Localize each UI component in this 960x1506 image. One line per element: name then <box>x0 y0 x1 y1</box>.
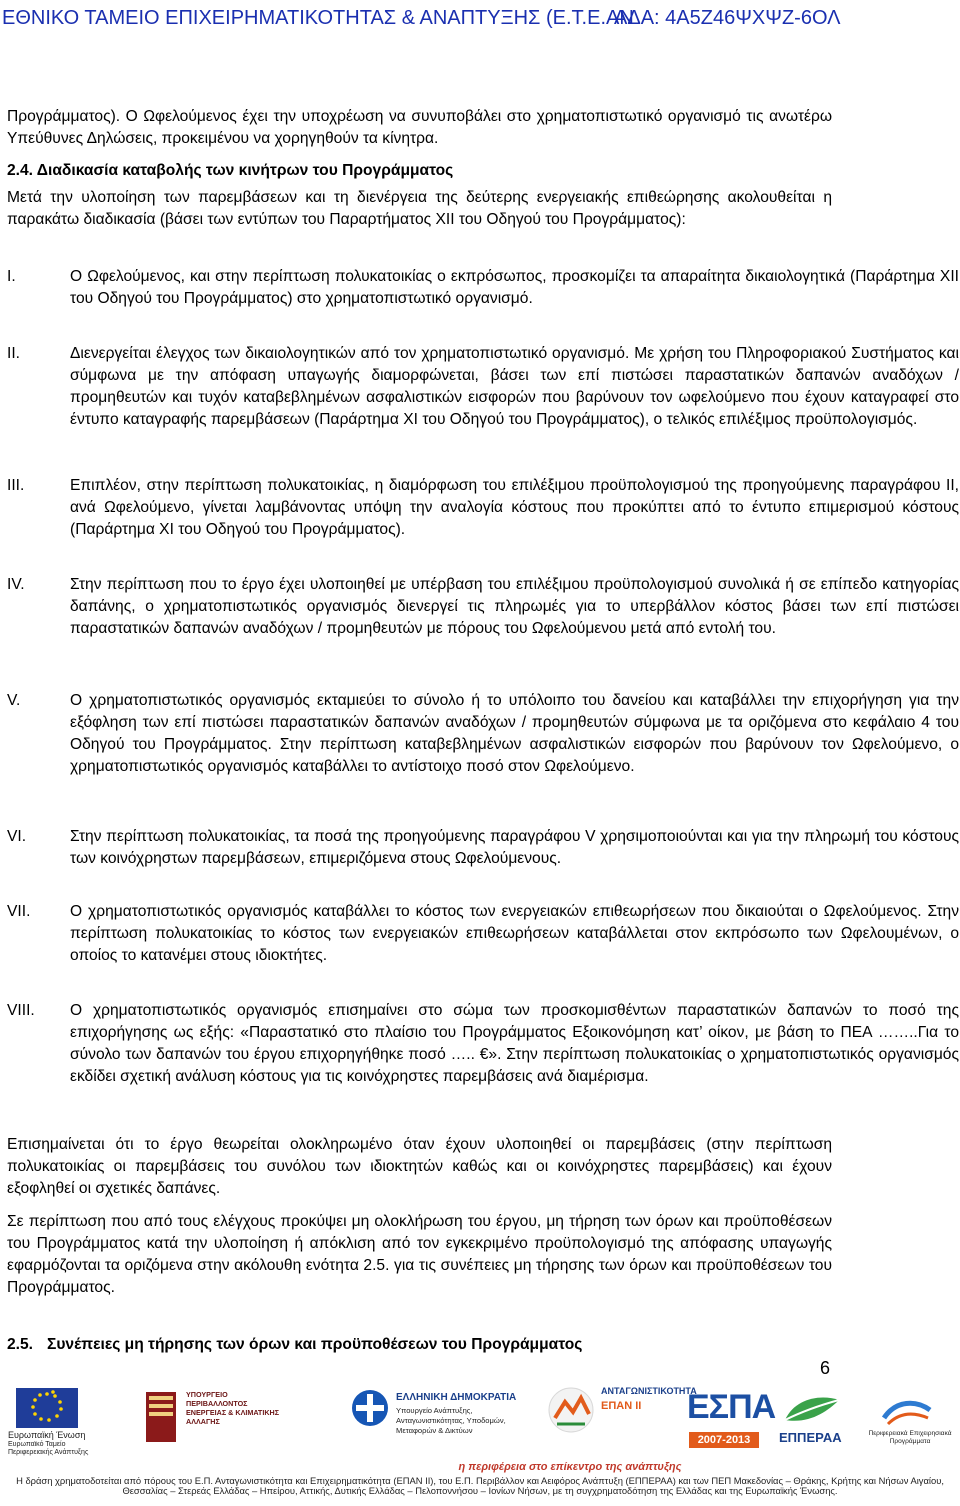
list-item-number: V. <box>7 692 21 709</box>
header-ada: ΑΔΑ: 4Α5Ζ46ΨΧΨΖ-6ΟΛ <box>614 7 841 29</box>
list-item-text: Στην περίπτωση πολυκατοικίας, τα ποσά της προηγούμενης παραγράφου V χρησιμοποιούνται και για την πληρωμή του κόστους των κοινόχρηστων παρεμβάσεων, επιμεριζόμενα στους Ωφελούμενους. <box>70 828 959 867</box>
greek-flag-icon <box>350 1388 390 1428</box>
list-item-text: Διενεργείται έλεγχος των δικαιολογητικών από τον χρηματοπιστωτικό οργανισμό. Με χρήση του Πληροφοριακού Συστήματος και σύμφωνα με την απόφαση υπαγωγής διαμορφώνεται, βάσει των επί πιστώσει παραστατικών δαπανών αναδόχων / προμηθευτών και τυχόν καταβεβλημένων ασφαλιστικών εισφορών που βαρύνουν τον ωφελούμενο που έχουν καταγραφεί στο έντυπο καταγραφής παρεμβάσεων (Παράρτημα XI του Οδηγού του Προγράμματος), ο τελικός επιλέξιμος προϋπολογισμός. <box>70 345 959 428</box>
regional-swoosh-icon <box>882 1396 932 1426</box>
closing-paragraph-1: Επισημαίνεται ότι το έργο θεωρείται ολοκληρωμένο όταν έχουν υλοποιηθεί οι παρεμβάσεις (στην περίπτωση πολυκατοικίας οι παρεμβάσεις του συνόλου των ιδιοκτητών καθώς και οι κοινόχρηστες παρεμβάσεις) και έχουν εξοφληθεί οι σχετικές δαπάνες. <box>7 1136 832 1197</box>
espa-logo <box>683 1380 776 1460</box>
list-item-text: Επιπλέον, στην περίπτωση πολυκατοικίας, η διαμόρφωση του επιλέξιμου προϋπολογισμού της προηγούμενης παραγράφου II, ανά Ωφελούμενο, γίνεται λαμβάνοντας υπόψη την αναλογία κόστους που προκύπτει από το έντυπο επιμερισμού κόστους (Παράρτημα XI του Οδηγού του Προγράμματος). <box>70 477 959 538</box>
section-2-4-lead: Μετά την υλοποίηση των παρεμβάσεων και τη διενέργεια της δεύτερης ενεργειακής επιθεώρησης ακολουθείται η παρακάτω διαδικασία (βάσει των εντύπων του Παραρτήματος XII του Οδηγού του Προγράμματος): <box>7 189 832 228</box>
list-item-text: Ο χρηματοπιστωτικός οργανισμός επισημαίνει στο σώμα των προσκομισθέντων παραστατικών δαπανών το ποσό της επιχορήγησης ως εξής: «Παραστατικό στο πλαίσιο του Προγράμματος Εξοικονόμηση κατ’ οίκον, με βάση το ΠΕΑ ……..Για το σύνολο των δαπανών του έργου επιχορηγήθηκε ποσό ….. €». Στην περίπτωση πολυκατοικίας ο χρηματοπιστωτικός οργανισμός εκδίδει σχετική ανάλυση κόστους για τις κοινόχρηστες παρεμβάσεις ανά διαμέρισμα. <box>70 1002 959 1085</box>
slogan-text: η περιφέρεια στο επίκεντρο της ανάπτυξης <box>458 1461 682 1473</box>
list-item-text: Ο χρηματοπιστωτικός οργανισμός εκταμιεύει το σύνολο ή το υπόλοιπο του δανείου και καταβάλλει την επιχορήγηση για την εξόφληση των επί πιστώσει παραστατικών δαπανών αναδόχων / προμηθευτών σύμφωνα με τα οριζόμενα στο κεφάλαιο 4 του Οδηγού του Προγράμματος. Στην περίπτωση καταβεβλημένων ασφαλιστικών εισφορών που βαρύνουν τον Ωφελούμενο, ο χρηματοπιστωτικός οργανισμός καταβάλλει το αντίστοιχο ποσό στον Ωφελούμενο. <box>70 692 959 775</box>
footer-banner <box>0 1380 960 1506</box>
epan-label: ΑΝΤΑΓΩΝΙΣΤΙΚΟΤΗΤΑ <box>601 1386 697 1396</box>
eu-subtitle: Ευρωπαϊκό Ταμείο Περιφερειακής Ανάπτυξης <box>8 1441 89 1456</box>
list-item-text: Ο Ωφελούμενος, και στην περίπτωση πολυκατοικίας ο εκπρόσωπος, προσκομίζει τα απαραίτητα δικαιολογητικά (Παράρτημα XII του Οδηγού του Προγράμματος) στο χρηματοπιστωτικό οργανισμό. <box>70 268 959 307</box>
espa-wordmark: ΕΣΠΑ <box>687 1388 776 1426</box>
eu-flag-icon <box>8 1380 88 1428</box>
espa-years: 2007-2013 <box>689 1432 759 1448</box>
eperaa-logo <box>775 1380 855 1460</box>
ada-header <box>0 0 960 36</box>
list-item-number: III. <box>7 477 25 494</box>
regional-programs-logo <box>862 1380 958 1460</box>
greece-subtitle: Υπουργείο Ανάπτυξης, Ανταγωνιστικότητας, Υποδομών, Μεταφορών & Δικτύων <box>396 1406 506 1435</box>
section-2-5-title: Συνέπειες μη τήρησης των όρων και προϋποθέσεων του Προγράμματος <box>47 1336 583 1353</box>
list-item-number: VII. <box>7 903 31 920</box>
ministry-emblem-icon <box>140 1386 184 1448</box>
epan-logo <box>545 1380 697 1460</box>
closing-paragraph-2: Σε περίπτωση που από τους ελέγχους προκύψει μη ολοκλήρωση του έργου, μη τήρηση των όρων και προϋποθέσεων του Προγράμματος κατά την υλοποίηση ή απόκλιση από τον εγκεκριμένο προϋπολογισμό της απόφασης υπαγωγής εφαρμόζονται τα οριζόμενα στην ακόλουθη ενότητα 2.5. για τις συνέπειες μη τήρησης των όρων και προϋποθέσεων του Προγράμματος. <box>7 1213 832 1296</box>
section-2-5-heading <box>7 1336 582 1354</box>
eperaa-leaf-icon <box>777 1390 847 1430</box>
list-item-number: I. <box>7 268 16 285</box>
header-organization: ΕΘΝΙΚΟ ΤΑΜΕΙΟ ΕΠΙΧΕΙΡΗΜΑΤΙΚΟΤΗΤΑΣ & ΑΝΑΠΤΥΞΗΣ (Ε.Τ.Ε.ΑΝ <box>2 7 634 29</box>
section-2-5-number: 2.5. <box>7 1336 34 1353</box>
section-2-4-number: 2.4. <box>7 162 34 179</box>
greece-label: ΕΛΛΗΝΙΚΗ ΔΗΜΟΚΡΑΤΙΑ <box>396 1392 517 1403</box>
logo-strip <box>0 1380 960 1460</box>
section-2-4-title: Διαδικασία καταβολής των κινήτρων του Προγράμματος <box>36 162 454 179</box>
section-2-4-heading <box>7 160 907 182</box>
regional-label: Περιφερειακά Επιχειρησιακά Προγράμματα <box>868 1430 952 1445</box>
eu-name: Ευρωπαϊκή Ένωση <box>8 1430 86 1440</box>
hellenic-republic-logo <box>350 1380 530 1460</box>
funding-note: Η δράση χρηματοδοτείται από πόρους του Ε.Π. Ανταγωνιστικότητα και Επιχειρηματικότητα (ΕΠΑΝ ΙΙ), του Ε.Π. Περιβάλλον και Αειφόρος Ανάπτυξη (ΕΠΠΕΡΑΑ) και των ΠΕΠ Μακεδονίας – Θράκης, Κρήτης και Νήσων Αιγαίου, Θεσσαλίας – Στερεάς Ελλάδας – Ηπείρου, Αττικής, Δυτικής Ελλάδας – Πελοποννήσου – Ιονίων Νήσων, με τη συγχρηματοδότηση της Ελλάδας και της Ευρωπαϊκής Ένωσης. <box>16 1475 944 1496</box>
epan-subtitle: ΕΠΑΝ ΙΙ <box>601 1400 642 1412</box>
eu-label <box>8 1430 94 1457</box>
ministry-logo <box>140 1380 290 1460</box>
eperaa-label: ΕΠΠΕΡΑΑ <box>779 1430 842 1445</box>
slogan-ribbon <box>0 1460 960 1474</box>
page-number: 6 <box>819 1358 830 1378</box>
list-item-text: Ο χρηματοπιστωτικός οργανισμός καταβάλλει το κόστος των ενεργειακών επιθεωρήσεων που δικαιούται ο Ωφελούμενος. Στην περίπτωση πολυκατοικίας το κόστος των ενεργειακών επιθεωρήσεων καταβάλλεται στον εκπρόσωπο των Ωφελουμένων, ο οποίος το κατανέμει στους ιδιοκτήτες. <box>70 903 959 964</box>
list-item-number: IV. <box>7 576 25 593</box>
intro-paragraph: Προγράμματος). Ο Ωφελούμενος έχει την υποχρέωση να συνυποβάλει στο χρηματοπιστωτικό οργανισμό τις ανωτέρω Υπεύθυνες Δηλώσεις, προκειμένου να χορηγηθούν τα κίνητρα. <box>7 108 832 147</box>
list-item-number: VIII. <box>7 1002 35 1019</box>
list-item-number: VI. <box>7 828 27 845</box>
epan-emblem-icon <box>545 1384 597 1436</box>
ministry-label: ΥΠΟΥΡΓΕΙΟ ΠΕΡΙΒΑΛΛΟΝΤΟΣ ΕΝΕΡΓΕΙΑΣ & ΚΛΙΜΑΤΙΚΗΣ ΑΛΛΑΓΗΣ <box>186 1390 280 1426</box>
list-item-text: Στην περίπτωση που το έργο έχει υλοποιηθεί με υπέρβαση του επιλέξιμου προϋπολογισμού συνολικά ή σε επίπεδο κατηγορίας δαπάνης, ο χρηματοπιστωτικός οργανισμός διενεργεί τις πληρωμές για το υπερβάλλον κόστος βάσει των επί πιστώσει παραστατικών δαπανών αναδόχων / προμηθευτών με πόρους του Ωφελούμενου μετά από εντολή του. <box>70 576 959 637</box>
list-item-number: II. <box>7 345 20 362</box>
eu-logo <box>8 1380 88 1460</box>
